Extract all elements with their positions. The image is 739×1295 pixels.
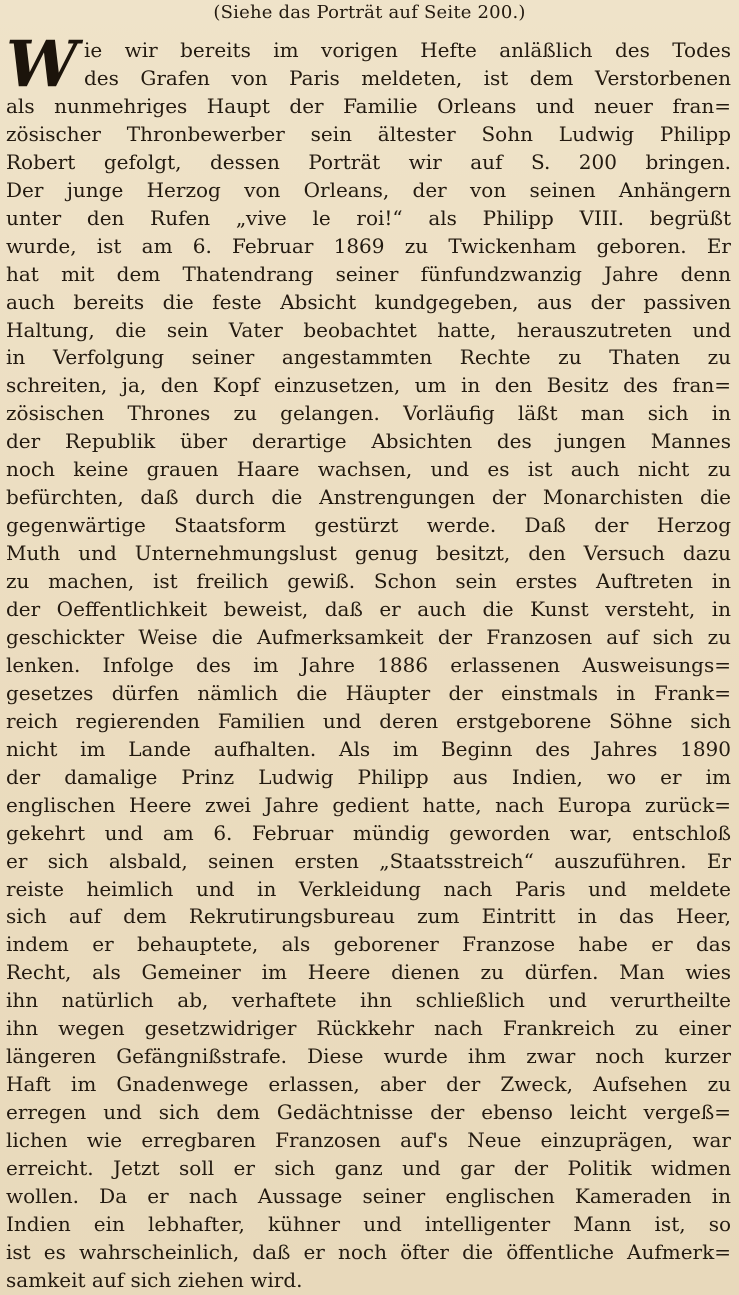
text-line: noch keine grauen Haare wachsen, und es ist auch nicht zu — [6, 457, 731, 482]
text-line: englischen Heere zwei Jahre gedient hatte, nach Europa zurück= — [6, 792, 731, 817]
text-line: der Oeffentlichkeit beweist, daß er auch die Kunst versteht, in — [6, 597, 731, 621]
text-line: ie wir bereits im vorigen Hefte anläßlich des Todes — [84, 38, 731, 62]
text-line: Robert gefolgt, dessen Porträt wir auf S. 200 bringen. — [6, 149, 731, 174]
text-line: ihn wegen gesetzwidriger Rückkehr nach Frankreich zu einer — [6, 1016, 731, 1041]
text-line: gesetzes dürfen nämlich die Häupter der einstmals in Frank= — [6, 680, 731, 705]
text-line: Haltung, die sein Vater beobachtet hatte, herauszutreten und — [6, 317, 731, 342]
text-line: wurde, ist am 6. Februar 1869 zu Twickenham geboren. Er — [6, 233, 731, 258]
text-line: hat mit dem Thatendrang seiner fünfundzwanzig Jahre denn — [6, 261, 731, 286]
text-line: zösischen Thrones zu gelangen. Vorläufig läßt man sich in — [6, 401, 731, 426]
text-line: indem er behauptete, als geborener Franzose habe er das — [6, 932, 731, 957]
text-line: in Verfolgung seiner angestammten Rechte zu Thaten zu — [6, 345, 731, 370]
text-line: Haft im Gnadenwege erlassen, aber der Zweck, Aufsehen zu — [6, 1072, 731, 1097]
text-line: als nunmehriges Haupt der Familie Orleans und neuer fran= — [6, 93, 731, 118]
text-line: unter den Rufen „vive le roi!“ als Philipp VIII. begrüßt — [6, 205, 731, 230]
text-line: der Republik über derartige Absichten des jungen Mannes — [6, 429, 731, 454]
text-line: des Grafen von Paris meldeten, ist dem Verstorbenen — [84, 65, 731, 90]
text-line: gekehrt und am 6. Februar mündig geworden war, entschloß — [6, 820, 731, 845]
text-line: Recht, als Gemeiner im Heere dienen zu dürfen. Man wies — [6, 960, 731, 985]
text-line: zösischer Thronbewerber sein ältester Sohn Ludwig Philipp — [6, 121, 731, 146]
text-line: befürchten, daß durch die Anstrengungen der Monarchisten die — [6, 485, 731, 510]
text-line: nicht im Lande aufhalten. Als im Beginn des Jahres 1890 — [6, 736, 731, 761]
text-line: Indien ein lebhafter, kühner und intelligenter Mann ist, so — [6, 1211, 731, 1236]
text-line: längeren Gefängnißstrafe. Diese wurde ihm zwar noch kurzer — [6, 1044, 731, 1069]
drop-cap-initial: W — [6, 27, 76, 102]
text-line: ihn natürlich ab, verhaftete ihn schließlich und verurtheilte — [6, 988, 731, 1013]
text-line: gegenwärtige Staatsform gestürzt werde. Daß der Herzog — [6, 513, 731, 538]
text-line: der damalige Prinz Ludwig Philipp aus Indien, wo er im — [6, 764, 731, 789]
text-line: samkeit auf sich ziehen wird. — [6, 1267, 303, 1292]
text-line: reiste heimlich und in Verkleidung nach Paris und meldete — [6, 876, 731, 901]
text-line: auch bereits die feste Absicht kundgegeben, aus der passiven — [6, 289, 731, 314]
text-line: lenken. Infolge des im Jahre 1886 erlassenen Ausweisungs= — [6, 652, 731, 677]
text-line: Muth und Unternehmungslust genug besitzt, den Versuch dazu — [6, 541, 731, 566]
text-line: geschickter Weise die Aufmerksamkeit der Franzosen auf sich zu — [6, 624, 731, 649]
text-line: reich regierenden Familien und deren erstgeborene Söhne sich — [6, 708, 731, 733]
text-line: ist es wahrscheinlich, daß er noch öfter die öffentliche Aufmerk= — [6, 1239, 731, 1264]
text-line: sich auf dem Rekrutirungsbureau zum Eintritt in das Heer, — [6, 904, 731, 929]
text-line: erreicht. Jetzt soll er sich ganz und gar der Politik widmen — [6, 1156, 731, 1180]
text-line: Der junge Herzog von Orleans, der von seinen Anhängern — [6, 177, 731, 202]
text-line: schreiten, ja, den Kopf einzusetzen, um in den Besitz des fran= — [6, 373, 731, 398]
text-line: zu machen, ist freilich gewiß. Schon sein erstes Auftreten in — [6, 569, 731, 594]
text-line: er sich alsbald, seinen ersten „Staatsstreich“ auszuführen. Er — [6, 848, 731, 873]
text-line: erregen und sich dem Gedächtnisse der ebenso leicht vergeß= — [6, 1100, 731, 1125]
text-line: wollen. Da er nach Aussage seiner englischen Kameraden in — [6, 1183, 731, 1208]
portrait-reference-caption: (Siehe das Porträt auf Seite 200.) — [213, 2, 526, 23]
text-line: lichen wie erregbaren Franzosen auf's Neue einzuprägen, war — [6, 1128, 731, 1153]
